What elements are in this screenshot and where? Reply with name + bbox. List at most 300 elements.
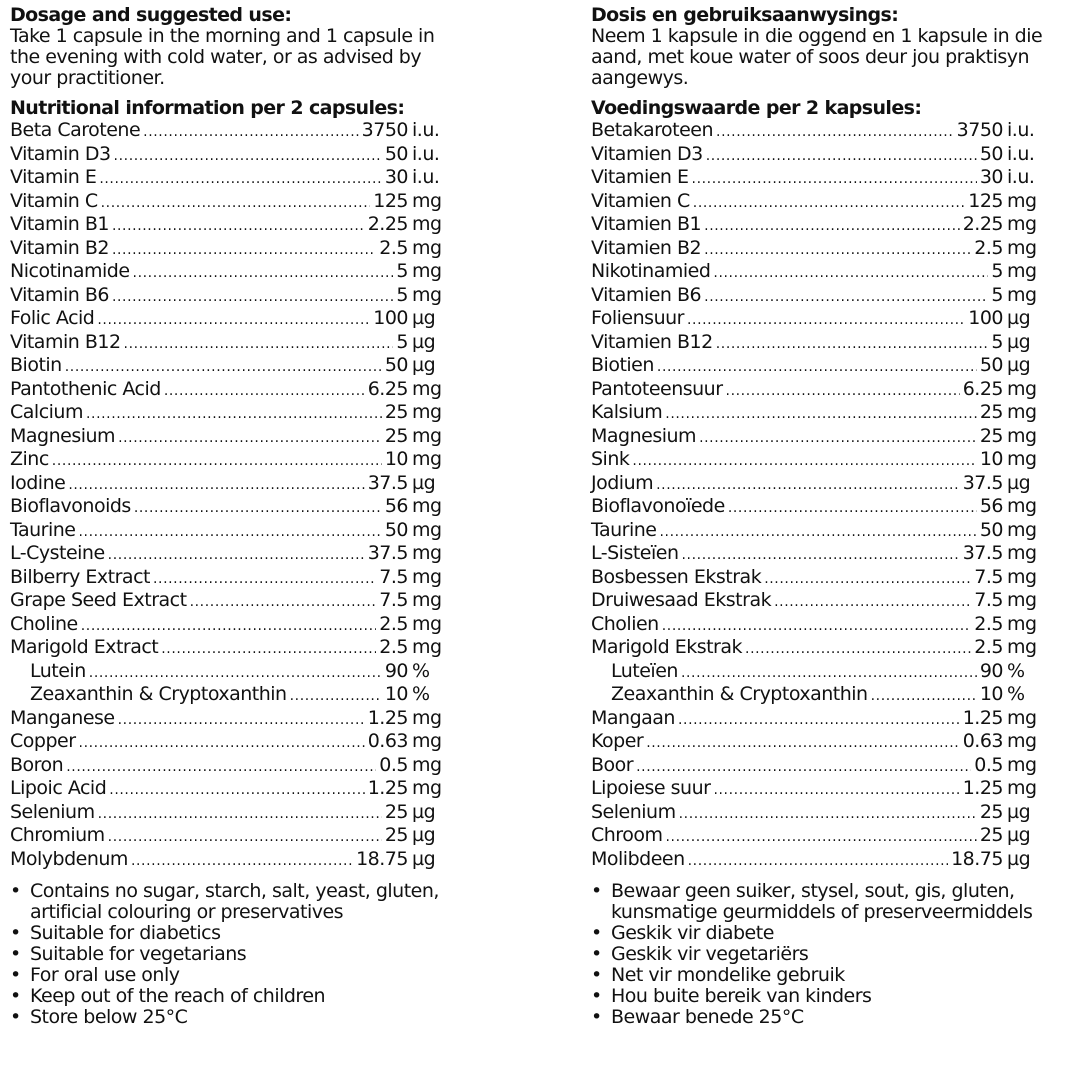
- nutrient-row: [10, 707, 456, 731]
- nutrient-amount: 7.5: [974, 565, 1003, 588]
- bullet-text: Suitable for diabetics: [30, 922, 221, 944]
- bullet-item: [10, 923, 456, 944]
- nutrient-amount: 6.25: [367, 377, 408, 400]
- dot-leader: [665, 406, 977, 422]
- dosage-text: Neem 1 kapsule in die oggend en 1 kapsule in die aand, met koue water of soos deur jou praktisyn aangewys.: [591, 25, 1043, 89]
- english-column: [10, 4, 456, 1028]
- dot-leader: [114, 148, 382, 164]
- nutrient-row: [591, 448, 1051, 472]
- nutrient-name: Vitamien B2: [591, 236, 702, 259]
- nutrient-unit: µg: [1007, 824, 1031, 846]
- dot-leader: [161, 641, 376, 657]
- nutrient-name: Choline: [10, 612, 78, 635]
- nutrient-amount: 1.25: [962, 706, 1003, 729]
- nutrient-unit: mg: [1007, 518, 1037, 541]
- nutrient-name: Biotin: [10, 354, 62, 376]
- dot-leader: [97, 312, 370, 328]
- nutrient-unit: mg: [412, 236, 442, 259]
- nutrient-amount: 0.5: [379, 753, 408, 776]
- nutrient-unit: mg: [412, 777, 442, 799]
- nutrient-row: [591, 801, 1051, 825]
- bullet-item: [591, 1007, 1051, 1028]
- nutrient-row: [10, 777, 456, 801]
- nutrient-unit: mg: [1007, 213, 1037, 235]
- dot-leader: [699, 430, 977, 446]
- nutrient-amount: 37.5: [367, 471, 408, 494]
- nutrient-name: Vitamin D3: [10, 142, 111, 165]
- nutrient-unit: i.u.: [412, 166, 440, 188]
- nutrient-amount: 25: [979, 424, 1003, 447]
- nutrient-unit: µg: [1007, 800, 1031, 823]
- bullet-dot-icon: •: [10, 1006, 21, 1028]
- nutrient-name: Vitamin B12: [10, 330, 121, 353]
- nutrient-unit: µg: [412, 307, 436, 329]
- dot-leader: [713, 782, 959, 798]
- nutrient-unit: %: [1007, 683, 1025, 705]
- nutrient-unit: mg: [412, 401, 442, 423]
- bullet-dot-icon: •: [591, 880, 602, 902]
- nutrient-list: [10, 119, 456, 871]
- nutrient-unit: mg: [1007, 636, 1037, 658]
- nutrient-row: [10, 213, 456, 237]
- nutrient-row: [591, 401, 1051, 425]
- dosage-text: Take 1 capsule in the morning and 1 capsule in the evening with cold water, or as advised by your practitioner.: [10, 25, 435, 89]
- nutrient-row: [591, 542, 1051, 566]
- bullet-text: Geskik vir diabete: [611, 922, 774, 944]
- nutrient-unit: mg: [412, 448, 442, 470]
- nutrition-heading: Nutritional information per 2 capsules:: [10, 97, 405, 119]
- nutrient-amount: 56: [384, 495, 408, 517]
- nutrient-name: Selenium: [591, 800, 676, 823]
- nutrient-row: [10, 495, 456, 519]
- nutrition-heading: Voedingswaarde per 2 kapsules:: [591, 97, 922, 119]
- nutrient-amount: 50: [384, 518, 408, 541]
- nutrient-row: [10, 425, 456, 449]
- nutrient-amount: 30: [384, 166, 408, 188]
- dot-leader: [704, 242, 971, 258]
- dot-leader: [681, 665, 977, 681]
- nutrient-amount: 1.25: [367, 706, 408, 729]
- nutrient-row: [10, 307, 456, 331]
- dosage-heading: Dosage and suggested use:: [10, 4, 292, 26]
- nutrient-row: [10, 448, 456, 472]
- nutrient-name: Beta Carotene: [10, 119, 141, 141]
- afrikaans-column: [591, 4, 1051, 1028]
- nutrient-name: Bioflavonoïede: [591, 495, 725, 517]
- dot-leader: [52, 453, 382, 469]
- nutrient-amount: 7.5: [379, 589, 408, 611]
- nutrient-unit: i.u.: [1007, 142, 1035, 165]
- bullet-dot-icon: •: [10, 964, 21, 986]
- nutrient-unit: µg: [1007, 307, 1031, 329]
- nutrient-unit: mg: [412, 260, 442, 282]
- dot-leader: [693, 195, 965, 211]
- nutrient-amount: 125: [373, 189, 408, 212]
- dot-leader: [706, 148, 977, 164]
- nutrient-unit: mg: [1007, 448, 1037, 470]
- nutrient-row: [10, 472, 456, 496]
- nutrient-amount: 2.5: [379, 612, 408, 635]
- dot-leader: [646, 735, 959, 751]
- bullet-text: For oral use only: [30, 964, 180, 986]
- bullet-dot-icon: •: [10, 985, 21, 1007]
- nutrient-unit: mg: [412, 753, 442, 776]
- nutrient-row: [10, 801, 456, 825]
- nutrient-unit: i.u.: [1007, 119, 1035, 141]
- nutrient-row: [591, 378, 1051, 402]
- nutrient-amount: 125: [968, 189, 1003, 212]
- nutrient-amount: 5: [396, 260, 408, 282]
- nutrient-amount: 25: [979, 401, 1003, 423]
- dot-leader: [66, 759, 376, 775]
- nutrient-row: [591, 237, 1051, 261]
- dot-leader: [98, 806, 382, 822]
- nutrient-unit: µg: [412, 354, 436, 376]
- nutrient-name: Mangaan: [591, 706, 675, 729]
- nutrient-name: Pantothenic Acid: [10, 377, 161, 400]
- nutrient-row: [591, 331, 1051, 355]
- nutrient-name: Chroom: [591, 824, 663, 846]
- nutrient-name: Boron: [10, 753, 64, 776]
- nutrient-name: Vitamien B6: [591, 283, 702, 306]
- dot-leader: [89, 665, 382, 681]
- nutrient-row: [591, 354, 1051, 378]
- nutrient-unit: %: [412, 683, 430, 705]
- nutrient-amount: 90: [384, 659, 408, 682]
- nutrient-unit: i.u.: [412, 142, 440, 165]
- nutrient-row: [591, 824, 1051, 848]
- nutrient-amount: 1.25: [962, 777, 1003, 799]
- dot-leader: [632, 453, 976, 469]
- nutrient-amount: 2.25: [367, 213, 408, 235]
- dot-leader: [79, 735, 365, 751]
- nutrient-row: [591, 119, 1051, 143]
- bullet-dot-icon: •: [10, 880, 21, 902]
- bullet-dot-icon: •: [10, 943, 21, 965]
- nutrient-name: Biotien: [591, 354, 654, 376]
- nutrient-name: Vitamin C: [10, 189, 98, 212]
- nutrient-amount: 3750: [361, 119, 408, 141]
- nutrient-row: [10, 284, 456, 308]
- nutrient-row: [10, 730, 456, 754]
- bullet-item: [591, 944, 1051, 965]
- nutrient-name: Calcium: [10, 401, 83, 423]
- nutrient-row: [591, 754, 1051, 778]
- nutrient-amount: 37.5: [367, 542, 408, 564]
- nutrient-unit: µg: [1007, 847, 1031, 870]
- dot-leader: [86, 406, 382, 422]
- dot-leader: [704, 289, 988, 305]
- nutrient-amount: 25: [384, 401, 408, 423]
- dot-leader: [657, 359, 977, 375]
- nutrient-name: Magnesium: [10, 424, 116, 447]
- nutrient-amount: 2.5: [379, 236, 408, 259]
- bullet-text: Suitable for vegetarians: [30, 943, 247, 965]
- nutrient-row: [10, 683, 456, 707]
- nutrient-row: [10, 331, 456, 355]
- nutrient-name: Copper: [10, 730, 76, 752]
- nutrient-row: [10, 824, 456, 848]
- nutrient-row: [591, 143, 1051, 167]
- dot-leader: [774, 594, 971, 610]
- nutrient-name: Bilberry Extract: [10, 565, 150, 588]
- nutrient-name: Vitamien C: [591, 189, 690, 212]
- nutrient-name: Boor: [591, 753, 634, 776]
- nutrient-unit: %: [1007, 659, 1025, 682]
- nutrient-name: Taurine: [591, 518, 657, 541]
- nutrient-amount: 56: [979, 495, 1003, 517]
- nutrient-row: [591, 683, 1051, 707]
- nutrient-amount: 2.5: [974, 236, 1003, 259]
- nutrient-name: Zeaxanthin & Cryptoxanthin: [611, 683, 868, 705]
- nutrient-row: [591, 307, 1051, 331]
- nutrient-unit: mg: [1007, 777, 1037, 799]
- nutrient-row: [591, 519, 1051, 543]
- nutrient-name: Vitamien B12: [591, 330, 713, 353]
- dot-leader: [112, 218, 365, 234]
- nutrient-row: [10, 519, 456, 543]
- nutrient-unit: mg: [1007, 753, 1037, 776]
- nutrient-name: Marigold Extract: [10, 636, 159, 658]
- nutrient-name: Nikotinamied: [591, 260, 711, 282]
- nutrient-row: [10, 119, 456, 143]
- nutrient-amount: 3750: [956, 119, 1003, 141]
- dot-leader: [662, 618, 972, 634]
- dot-leader: [68, 477, 364, 493]
- dot-leader: [78, 524, 381, 540]
- nutrient-amount: 2.5: [379, 636, 408, 658]
- dot-leader: [143, 124, 358, 140]
- nutrient-name: Betakaroteen: [591, 119, 714, 141]
- nutrient-unit: mg: [1007, 401, 1037, 423]
- nutrient-name: Nicotinamide: [10, 260, 130, 282]
- nutrient-amount: 7.5: [379, 565, 408, 588]
- nutrient-unit: mg: [1007, 589, 1037, 611]
- nutrient-unit: %: [412, 659, 430, 682]
- dot-leader: [688, 853, 948, 869]
- nutrient-row: [591, 566, 1051, 590]
- nutrient-amount: 50: [979, 518, 1003, 541]
- dot-leader: [726, 383, 960, 399]
- nutrient-name: L-Cysteine: [10, 542, 105, 564]
- nutrient-row: [591, 707, 1051, 731]
- dot-leader: [636, 759, 971, 775]
- nutrient-amount: 5: [991, 283, 1003, 306]
- nutrient-unit: µg: [1007, 354, 1031, 376]
- nutrient-amount: 2.5: [974, 612, 1003, 635]
- nutrient-amount: 50: [979, 142, 1003, 165]
- dot-leader: [682, 547, 960, 563]
- nutrient-amount: 2.25: [962, 213, 1003, 235]
- nutrient-row: [10, 378, 456, 402]
- nutrient-name: Zinc: [10, 448, 49, 470]
- nutrient-row: [10, 848, 456, 872]
- dot-leader: [81, 618, 377, 634]
- nutrient-unit: mg: [1007, 730, 1037, 752]
- nutrient-amount: 10: [384, 448, 408, 470]
- nutrient-row: [10, 589, 456, 613]
- nutrient-row: [591, 589, 1051, 613]
- nutrient-amount: 25: [384, 424, 408, 447]
- nutrient-row: [10, 354, 456, 378]
- bullet-list: [10, 881, 456, 1028]
- bullet-text: Bewaar benede 25°C: [611, 1006, 804, 1028]
- nutrient-unit: mg: [1007, 283, 1037, 306]
- bullet-item: [10, 944, 456, 965]
- nutrient-row: [10, 566, 456, 590]
- nutrient-name: Lipoiese suur: [591, 777, 711, 799]
- dot-leader: [713, 265, 988, 281]
- nutrient-row: [10, 401, 456, 425]
- nutrient-amount: 10: [979, 683, 1003, 705]
- nutrient-unit: mg: [412, 283, 442, 306]
- nutrient-unit: mg: [1007, 424, 1037, 447]
- nutrient-name: Foliensuur: [591, 307, 684, 329]
- nutrient-amount: 37.5: [962, 471, 1003, 494]
- dot-leader: [704, 218, 960, 234]
- nutrient-name: Molibdeen: [591, 847, 685, 870]
- nutrient-amount: 2.5: [974, 636, 1003, 658]
- dot-leader: [728, 500, 977, 516]
- nutrient-amount: 90: [979, 659, 1003, 682]
- dot-leader: [190, 594, 377, 610]
- nutrient-amount: 18.75: [951, 847, 1003, 870]
- bullet-item: [10, 986, 456, 1007]
- nutrient-unit: mg: [1007, 612, 1037, 635]
- bullet-text: Keep out of the reach of children: [30, 985, 326, 1007]
- nutrient-row: [591, 166, 1051, 190]
- nutrient-unit: mg: [1007, 565, 1037, 588]
- nutrient-amount: 100: [373, 307, 408, 329]
- nutrient-name: Vitamien B1: [591, 213, 702, 235]
- nutrient-row: [10, 754, 456, 778]
- nutrient-unit: mg: [412, 213, 442, 235]
- nutrient-row: [591, 213, 1051, 237]
- nutrient-unit: µg: [1007, 330, 1031, 353]
- nutrient-row: [10, 636, 456, 660]
- nutrient-name: Vitamin E: [10, 166, 97, 188]
- dot-leader: [665, 829, 976, 845]
- nutrient-amount: 25: [384, 800, 408, 823]
- nutrient-amount: 25: [384, 824, 408, 846]
- nutrient-name: Chromium: [10, 824, 105, 846]
- nutrient-unit: mg: [1007, 706, 1037, 729]
- dot-leader: [112, 242, 376, 258]
- nutrient-name: Vitamin B6: [10, 283, 109, 306]
- bullet-text: Store below 25°C: [30, 1006, 188, 1028]
- nutrient-amount: 100: [968, 307, 1003, 329]
- nutrient-name: Lipoic Acid: [10, 777, 107, 799]
- nutrient-unit: mg: [412, 424, 442, 447]
- bullet-text: Net vir mondelike gebruik: [611, 964, 845, 986]
- bullet-item: [591, 965, 1051, 986]
- bullet-text: Geskik vir vegetariërs: [611, 943, 809, 965]
- nutrient-unit: µg: [412, 847, 436, 870]
- nutrient-name: L-Sisteïen: [591, 542, 679, 564]
- bullet-text: Hou buite bereik van kinders: [611, 985, 872, 1007]
- nutrient-unit: µg: [412, 471, 436, 494]
- nutrient-row: [591, 730, 1051, 754]
- nutrient-name: Taurine: [10, 518, 76, 541]
- nutrient-name: Bosbessen Ekstrak: [591, 565, 762, 588]
- nutrient-name: Zeaxanthin & Cryptoxanthin: [30, 683, 287, 705]
- nutrient-amount: 50: [384, 354, 408, 376]
- nutrient-amount: 0.63: [367, 730, 408, 752]
- nutrient-name: Magnesium: [591, 424, 697, 447]
- nutrient-name: Kalsium: [591, 401, 663, 423]
- nutrient-amount: 5: [991, 260, 1003, 282]
- nutrient-unit: mg: [1007, 495, 1037, 517]
- dot-leader: [678, 712, 960, 728]
- nutrient-name: Luteïen: [611, 659, 678, 682]
- nutrient-row: [591, 425, 1051, 449]
- dot-leader: [109, 782, 364, 798]
- dot-leader: [133, 265, 394, 281]
- nutrient-row: [10, 660, 456, 684]
- nutrient-row: [591, 190, 1051, 214]
- nutrient-name: Vitamien E: [591, 166, 689, 188]
- nutrient-unit: µg: [412, 824, 436, 846]
- nutrient-amount: 5: [396, 330, 408, 353]
- dot-leader: [687, 312, 965, 328]
- nutrient-row: [591, 260, 1051, 284]
- nutrient-amount: 50: [384, 142, 408, 165]
- nutrient-row: [591, 613, 1051, 637]
- dot-leader: [745, 641, 971, 657]
- nutrient-row: [10, 166, 456, 190]
- nutrient-row: [591, 660, 1051, 684]
- nutrient-unit: mg: [1007, 542, 1037, 564]
- dot-leader: [112, 289, 393, 305]
- bullet-text: Bewaar geen suiker, stysel, sout, gis, gluten, kunsmatige geurmiddels of preserveermiddels: [611, 880, 1033, 923]
- bullet-dot-icon: •: [591, 943, 602, 965]
- nutrient-name: Jodium: [591, 471, 654, 494]
- nutrient-row: [10, 613, 456, 637]
- nutrient-amount: 10: [384, 683, 408, 705]
- nutrient-amount: 37.5: [962, 542, 1003, 564]
- dot-leader: [118, 430, 382, 446]
- nutrient-amount: 30: [979, 166, 1003, 188]
- nutrient-row: [591, 848, 1051, 872]
- bullet-dot-icon: •: [591, 964, 602, 986]
- nutrient-unit: mg: [412, 189, 442, 212]
- nutrient-amount: 25: [979, 824, 1003, 846]
- nutrient-amount: 18.75: [356, 847, 408, 870]
- nutrient-name: Molybdenum: [10, 847, 128, 870]
- nutrient-name: Selenium: [10, 800, 95, 823]
- nutrient-name: Lutein: [30, 659, 86, 682]
- nutrient-unit: µg: [1007, 471, 1031, 494]
- nutrient-row: [591, 495, 1051, 519]
- dot-leader: [118, 712, 365, 728]
- dot-leader: [164, 383, 365, 399]
- nutrient-name: Vitamien D3: [591, 142, 703, 165]
- dot-leader: [679, 806, 977, 822]
- bullet-item: [10, 881, 456, 923]
- nutrient-name: Manganese: [10, 706, 115, 729]
- nutrient-name: Sink: [591, 448, 630, 470]
- nutrient-amount: 5: [396, 283, 408, 306]
- dot-leader: [65, 359, 382, 375]
- nutrient-unit: µg: [412, 330, 436, 353]
- nutrient-name: Bioflavonoids: [10, 495, 131, 517]
- bullet-dot-icon: •: [10, 922, 21, 944]
- nutrient-name: Vitamin B2: [10, 236, 109, 259]
- dot-leader: [131, 853, 353, 869]
- bullet-item: [591, 986, 1051, 1007]
- nutrient-unit: mg: [412, 518, 442, 541]
- nutrient-row: [10, 260, 456, 284]
